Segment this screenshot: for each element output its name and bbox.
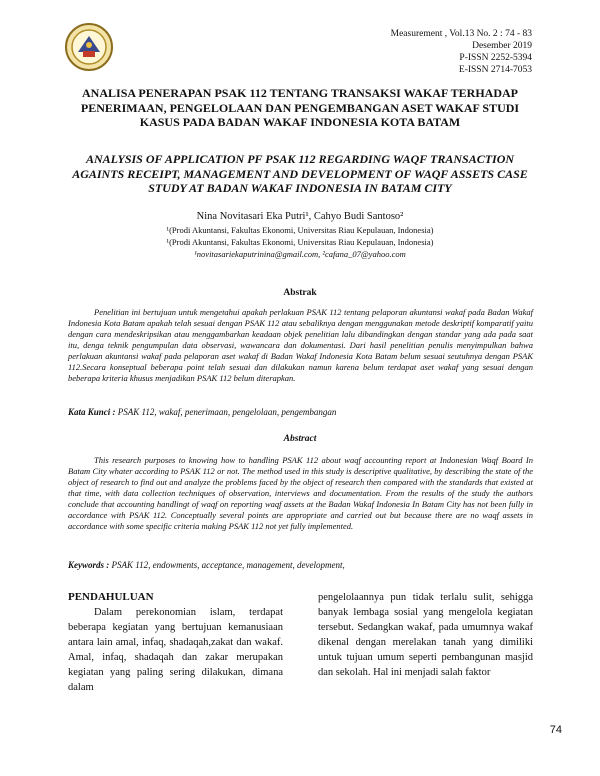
keywords-text: PSAK 112, endowments, acceptance, management, development, (111, 560, 345, 570)
title-english: ANALYSIS OF APPLICATION PF PSAK 112 REGARDING WAQF TRANSACTION AGAINTS RECEIPT, MANAGEMENT AND DEVELOPMENT OF WAQF ASSETS CASE STUDY AT BADAN WAKAF INDONESIA IN BATAM CITY (72, 152, 528, 195)
affiliation-1: ¹(Prodi Akuntansi, Fakultas Ekonomi, Universitas Riau Kepulauan, Indonesia) (166, 225, 434, 235)
abstrak-heading: Abstrak (283, 288, 317, 298)
abstract-text: This research purposes to knowing how to handling PSAK 112 about waqf accounting report at Indonesian Waqf Board In Batam City whater according to PSAK 112 or not. The method used in this study is descriptive qualitative, by describing the state of the object of research to find out and analyze the problems faced by the object of research then compared with the standards that existed at that time, with data collection techniques of observation, interviews and documentation. From the results of the study the authors conclude that accounting handlingt of waqf on reporting waqf assets at the Badan Wakaf Indonesia In Batam City has not been fully in accordance with PSAK 112. Conceptually several points are appropriate and carried out but because there are no waqf assets in accordance with some specific criteria making PSAK 112 not yet fully implemented. (68, 455, 533, 531)
journal-eissn: E-ISSN 2714-7053 (458, 65, 532, 75)
page-number: 74 (549, 724, 562, 736)
affiliation-2: ¹(Prodi Akuntansi, Fakultas Ekonomi, Universitas Riau Kepulauan, Indonesia) (166, 237, 434, 247)
title-indonesian: ANALISA PENERAPAN PSAK 112 TENTANG TRANSAKSI WAKAF TERHADAP PENERIMAAN, PENGELOLAAN DAN PENGEMBANGAN ASET WAKAF STUDI KASUS PADA BADAN WAKAF INDONESIA KOTA BATAM (80, 86, 520, 129)
journal-pissn: P-ISSN 2252-5394 (459, 53, 532, 63)
body-column-left: Dalam perekonomian islam, terdapat beberapa kegiatan yang bertujuan kemanusiaan antara lain amal, infaq, shadaqah,zakat dan wakaf. Amal, infaq, shadaqah dan zakar merupakan kegiatan yang paling sering dilakukan, dimana dalam (68, 607, 283, 693)
journal-info (391, 28, 532, 76)
section-heading: PENDAHULUAN (68, 591, 154, 603)
keywords (68, 560, 533, 570)
university-seal-icon (64, 22, 114, 72)
journal-date: Desember 2019 (472, 41, 532, 51)
author-emails: ¹novitasariekaputrinina@gmail.com, ²cafana_07@yahoo.com (194, 249, 406, 259)
keywords-label: Keywords : (68, 560, 110, 570)
abstrak-text: Penelitian ini bertujuan untuk mengetahui apakah perlakuan PSAK 112 tentang pelaporan akuntansi wakaf pada Badan Wakaf Indonesia Kota Batam apakah telah sesuai dengan PSAK 112 atau sebaliknya dengan menggunakan metode deskriptif komparatif yaitu dengan cara mendeskripsikan atau menggambarkan keadaan objek penelitian lalu dibandingkan dengan standar yang ada pada saat itu, denga teknik pengumpulan data observasi, wawancara dan dokumentasi. Dari hasil penelitian penulis menyimpulkan bahwa perlakuan akuntansi wakaf pada pelaporan aset wakaf di Badan Wakaf Indonesia Kota Batam belum sesuai seutuhnya dengan PSAK 112.Secara konseptual beberapa point telah sesuai dan dilakukan namun karena belum terdapat aset wakaf yang sesuai dengan beberapa kriteria khusus menjadikan PSAK 112 belum diterapkan. (68, 307, 533, 383)
journal-volume: Measurement , Vol.13 No. 2 : 74 - 83 (390, 29, 532, 39)
authors: Nina Novitasari Eka Putri¹, Cahyo Budi Santoso² (196, 211, 404, 222)
kata-kunci-text: PSAK 112, wakaf, penerimaan, pengelolaan, pengembangan (117, 407, 337, 417)
body-column-right: pengelolaannya pun tidak terlalu sulit, sehigga banyak lembaga sosial yang mengelola kegiatan tersebut. Sedangkan wakaf, pada umumnya wakaf dikenal dengan merelakan tanah yang dimiliki untuk tujuan umum seperti pembangunan masjid dan sekolah. Hal ini menjadi salah faktor (318, 592, 533, 678)
kata-kunci-label: Kata Kunci : (68, 407, 116, 417)
abstract-heading: Abstract (283, 434, 317, 444)
kata-kunci (68, 407, 533, 417)
